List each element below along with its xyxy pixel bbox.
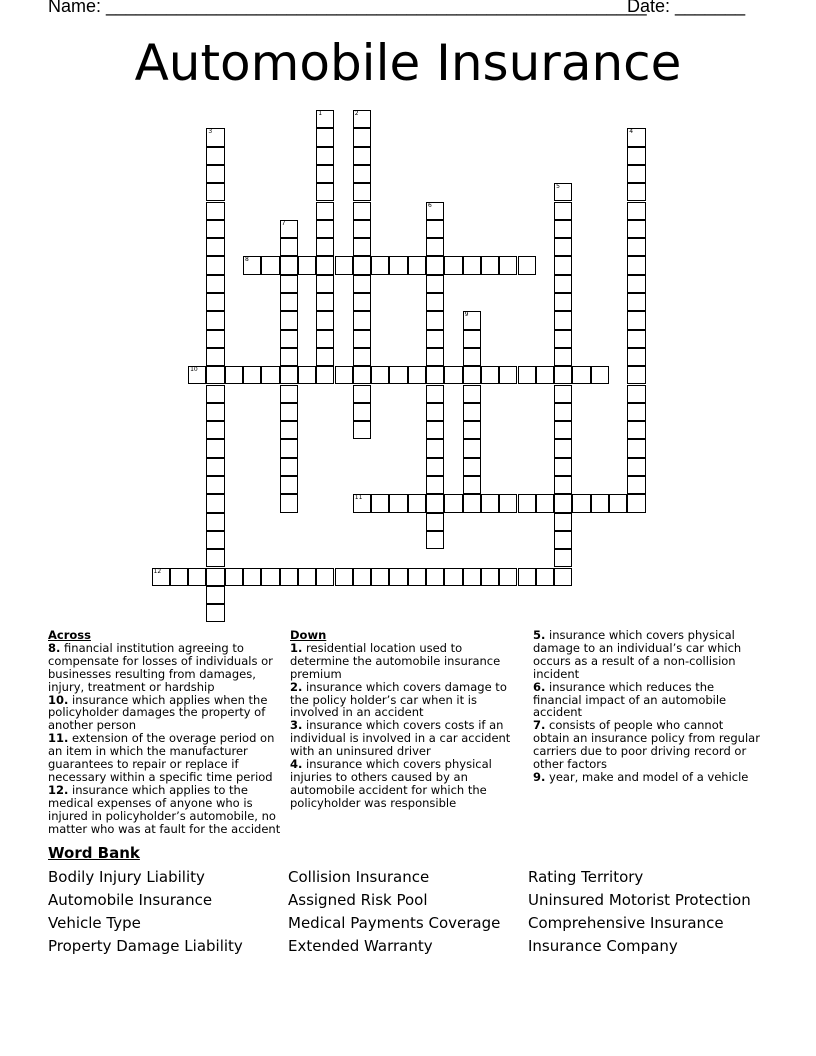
crossword-cell[interactable] bbox=[426, 293, 444, 311]
crossword-cell[interactable] bbox=[371, 256, 389, 274]
crossword-cell[interactable] bbox=[206, 202, 224, 220]
crossword-cell[interactable] bbox=[627, 256, 645, 274]
word-bank-title: Word Bank bbox=[48, 844, 140, 862]
crossword-cell[interactable] bbox=[426, 256, 444, 274]
crossword-cell[interactable] bbox=[627, 183, 645, 201]
crossword-cell[interactable] bbox=[627, 366, 645, 384]
crossword-cell[interactable] bbox=[426, 385, 444, 403]
crossword-cell[interactable] bbox=[316, 256, 334, 274]
crossword-cell[interactable] bbox=[353, 110, 371, 128]
crossword-cell[interactable] bbox=[554, 531, 572, 549]
crossword-cell[interactable] bbox=[206, 183, 224, 201]
across-heading: Across bbox=[48, 628, 91, 642]
crossword-cell[interactable] bbox=[627, 348, 645, 366]
word-bank-item: Extended Warranty bbox=[288, 937, 433, 955]
crossword-cell[interactable] bbox=[499, 494, 517, 512]
clue-number: 8 bbox=[245, 256, 249, 264]
clue-item bbox=[533, 719, 761, 771]
word-bank-item: Collision Insurance bbox=[288, 868, 430, 886]
crossword-cell[interactable] bbox=[518, 366, 536, 384]
crossword-cell[interactable] bbox=[280, 330, 298, 348]
clue-number: 10. bbox=[48, 692, 69, 707]
crossword-cell[interactable] bbox=[627, 128, 645, 146]
clue-number: 5 bbox=[556, 183, 560, 191]
clue-text: insurance which applies when the policyholder damages the property of another person bbox=[48, 692, 268, 733]
crossword-cell[interactable] bbox=[206, 403, 224, 421]
down-clues-column-1 bbox=[290, 629, 516, 810]
crossword-cell[interactable] bbox=[152, 568, 170, 586]
crossword-cell[interactable] bbox=[261, 366, 279, 384]
crossword-cell[interactable] bbox=[463, 458, 481, 476]
crossword-cell[interactable] bbox=[408, 366, 426, 384]
crossword-cell[interactable] bbox=[206, 385, 224, 403]
crossword-cell[interactable] bbox=[426, 421, 444, 439]
crossword-cell[interactable] bbox=[353, 421, 371, 439]
crossword-cell[interactable] bbox=[206, 513, 224, 531]
down-heading: Down bbox=[290, 628, 327, 642]
crossword-cell[interactable] bbox=[627, 165, 645, 183]
crossword-cell[interactable] bbox=[554, 549, 572, 567]
crossword-cell[interactable] bbox=[206, 531, 224, 549]
crossword-cell[interactable] bbox=[206, 366, 224, 384]
crossword-cell[interactable] bbox=[426, 366, 444, 384]
clue-number: 4 bbox=[629, 128, 634, 136]
clue-text: extension of the overage period on an item in which the manufacturer guarantees to repair or replace if necessary within a specific time period bbox=[48, 731, 275, 784]
crossword-cell[interactable] bbox=[353, 311, 371, 329]
crossword-cell[interactable] bbox=[389, 494, 407, 512]
crossword-cell[interactable] bbox=[554, 348, 572, 366]
crossword-cell[interactable] bbox=[298, 256, 316, 274]
crossword-cell[interactable] bbox=[554, 403, 572, 421]
crossword-cell[interactable] bbox=[572, 494, 590, 512]
crossword-cell[interactable] bbox=[627, 439, 645, 457]
crossword-cell[interactable] bbox=[554, 476, 572, 494]
crossword-cell[interactable] bbox=[206, 604, 224, 622]
crossword-cell[interactable] bbox=[426, 476, 444, 494]
crossword-cell[interactable] bbox=[426, 202, 444, 220]
crossword-cell[interactable] bbox=[206, 586, 224, 604]
crossword-cell[interactable] bbox=[353, 385, 371, 403]
clue-item bbox=[290, 758, 516, 810]
crossword-cell[interactable] bbox=[426, 238, 444, 256]
crossword-cell[interactable] bbox=[609, 494, 627, 512]
crossword-cell[interactable] bbox=[316, 110, 334, 128]
crossword-cell[interactable] bbox=[389, 568, 407, 586]
crossword-cell[interactable] bbox=[316, 311, 334, 329]
crossword-cell[interactable] bbox=[316, 128, 334, 146]
crossword-cell[interactable] bbox=[298, 568, 316, 586]
crossword-cell[interactable] bbox=[554, 421, 572, 439]
crossword-cell[interactable] bbox=[280, 238, 298, 256]
crossword-cell[interactable] bbox=[316, 220, 334, 238]
crossword-cell[interactable] bbox=[316, 330, 334, 348]
crossword-cell[interactable] bbox=[206, 568, 224, 586]
crossword-cell[interactable] bbox=[481, 256, 499, 274]
crossword-cell[interactable] bbox=[554, 513, 572, 531]
crossword-cell[interactable] bbox=[389, 366, 407, 384]
crossword-cell[interactable] bbox=[280, 476, 298, 494]
clue-number: 11. bbox=[48, 731, 69, 746]
word-bank-column bbox=[48, 866, 243, 958]
crossword-cell[interactable] bbox=[627, 220, 645, 238]
crossword-cell[interactable] bbox=[463, 348, 481, 366]
crossword-cell[interactable] bbox=[371, 494, 389, 512]
crossword-cell[interactable] bbox=[627, 421, 645, 439]
clue-text: financial institution agreeing to compensate for losses of individuals or businesses resulting from damages, injury, treatment or hardship bbox=[48, 640, 273, 694]
crossword-cell[interactable] bbox=[463, 421, 481, 439]
clue-number: 8. bbox=[48, 640, 61, 655]
crossword-cell[interactable] bbox=[518, 568, 536, 586]
crossword-cell[interactable] bbox=[170, 568, 188, 586]
clue-number: 3. bbox=[290, 718, 303, 733]
crossword-cell[interactable] bbox=[426, 311, 444, 329]
crossword-cell[interactable] bbox=[225, 568, 243, 586]
clue-item bbox=[48, 642, 284, 694]
crossword-cell[interactable] bbox=[463, 256, 481, 274]
crossword-cell[interactable] bbox=[627, 494, 645, 512]
clue-text: insurance which covers costs if an individual is involved in a car accident with an uninsured driver bbox=[290, 718, 511, 759]
crossword-cell[interactable] bbox=[353, 183, 371, 201]
crossword-cell[interactable] bbox=[316, 165, 334, 183]
crossword-cell[interactable] bbox=[335, 256, 353, 274]
crossword-cell[interactable] bbox=[627, 293, 645, 311]
crossword-cell[interactable] bbox=[591, 494, 609, 512]
crossword-cell[interactable] bbox=[280, 311, 298, 329]
word-bank-item: Insurance Company bbox=[528, 937, 678, 955]
crossword-cell[interactable] bbox=[206, 330, 224, 348]
crossword-cell[interactable] bbox=[280, 458, 298, 476]
crossword-cell[interactable] bbox=[463, 385, 481, 403]
clue-number: 6. bbox=[533, 679, 546, 694]
clue-text: insurance which applies to the medical expenses of anyone who is injured in policyholder’s automobile, no matter who was at fault for the accident bbox=[48, 782, 281, 836]
crossword-cell[interactable] bbox=[280, 421, 298, 439]
crossword-cell[interactable] bbox=[444, 494, 462, 512]
word-bank-column bbox=[528, 866, 751, 958]
clue-item bbox=[290, 642, 516, 681]
crossword-cell[interactable] bbox=[280, 275, 298, 293]
clue-number: 6 bbox=[428, 201, 432, 209]
clue-text: residential location used to determine the automobile insurance premium bbox=[290, 640, 501, 681]
crossword-cell[interactable] bbox=[554, 494, 572, 512]
name-field-label: Name: ______________________________________________________ bbox=[48, 0, 647, 16]
crossword-cell[interactable] bbox=[206, 238, 224, 256]
crossword-cell[interactable] bbox=[463, 439, 481, 457]
clue-number: 2 bbox=[354, 110, 359, 117]
clue-text: insurance which covers physical damage to an individual’s car which occurs as a result of a non-collision incident bbox=[533, 628, 742, 681]
crossword-cell[interactable] bbox=[206, 128, 224, 146]
crossword-cell[interactable] bbox=[243, 568, 261, 586]
word-bank-item: Automobile Insurance bbox=[48, 891, 213, 909]
crossword-cell[interactable] bbox=[371, 568, 389, 586]
crossword-cell[interactable] bbox=[335, 568, 353, 586]
crossword-cell[interactable] bbox=[426, 275, 444, 293]
crossword-cell[interactable] bbox=[206, 476, 224, 494]
crossword-cell[interactable] bbox=[627, 403, 645, 421]
crossword-cell[interactable] bbox=[371, 366, 389, 384]
crossword-cell[interactable] bbox=[463, 366, 481, 384]
crossword-cell[interactable] bbox=[463, 476, 481, 494]
crossword-cell[interactable] bbox=[426, 458, 444, 476]
crossword-cell[interactable] bbox=[261, 256, 279, 274]
crossword-cell[interactable] bbox=[353, 293, 371, 311]
clue-number: 10 bbox=[190, 366, 198, 374]
crossword-cell[interactable] bbox=[206, 293, 224, 311]
crossword-cell[interactable] bbox=[206, 458, 224, 476]
crossword-cell[interactable] bbox=[316, 568, 334, 586]
crossword-cell[interactable] bbox=[280, 568, 298, 586]
clue-number: 11 bbox=[354, 494, 363, 502]
crossword-cell[interactable] bbox=[316, 348, 334, 366]
crossword-cell[interactable] bbox=[554, 293, 572, 311]
crossword-cell[interactable] bbox=[353, 202, 371, 220]
crossword-cell[interactable] bbox=[353, 366, 371, 384]
crossword-cell[interactable] bbox=[554, 275, 572, 293]
word-bank-item: Rating Territory bbox=[528, 868, 644, 886]
word-bank-item: Uninsured Motorist Protection bbox=[528, 891, 751, 909]
word-bank-item: Comprehensive Insurance bbox=[528, 914, 724, 932]
crossword-cell[interactable] bbox=[316, 147, 334, 165]
crossword-cell[interactable] bbox=[444, 256, 462, 274]
crossword-cell[interactable] bbox=[280, 220, 298, 238]
crossword-cell[interactable] bbox=[591, 366, 609, 384]
clue-item bbox=[533, 771, 761, 784]
crossword-cell[interactable] bbox=[316, 238, 334, 256]
word-bank-item: Bodily Injury Liability bbox=[48, 868, 205, 886]
clue-number: 4. bbox=[290, 757, 303, 772]
crossword-cell[interactable] bbox=[518, 256, 536, 274]
crossword-cell[interactable] bbox=[206, 256, 224, 274]
crossword-cell[interactable] bbox=[554, 458, 572, 476]
crossword-cell[interactable] bbox=[554, 220, 572, 238]
crossword-cell[interactable] bbox=[481, 568, 499, 586]
clue-number: 3 bbox=[208, 128, 213, 136]
crossword-cell[interactable] bbox=[316, 202, 334, 220]
crossword-cell[interactable] bbox=[206, 165, 224, 183]
crossword-cell[interactable] bbox=[627, 238, 645, 256]
crossword-cell[interactable] bbox=[206, 421, 224, 439]
page-title: Automobile Insurance bbox=[134, 34, 682, 92]
clue-number: 5. bbox=[533, 628, 546, 642]
word-bank-item: Medical Payments Coverage bbox=[288, 914, 501, 932]
clue-text: insurance which reduces the financial impact of an automobile accident bbox=[533, 679, 727, 720]
clue-item bbox=[48, 694, 284, 733]
clue-text: insurance which covers damage to the policy holder’s car when it is involved in an accident bbox=[290, 679, 507, 720]
crossword-cell[interactable] bbox=[426, 220, 444, 238]
crossword-cell[interactable] bbox=[280, 439, 298, 457]
word-bank-column bbox=[288, 866, 500, 958]
crossword-cell[interactable] bbox=[627, 476, 645, 494]
crossword-cell[interactable] bbox=[353, 494, 371, 512]
crossword-cell[interactable] bbox=[243, 256, 261, 274]
clue-number: 7. bbox=[533, 718, 546, 733]
crossword-cell[interactable] bbox=[280, 385, 298, 403]
crossword-cell[interactable] bbox=[499, 366, 517, 384]
across-clues bbox=[48, 629, 284, 836]
clue-number: 12. bbox=[48, 782, 69, 797]
crossword-cell[interactable] bbox=[536, 366, 554, 384]
crossword-cell[interactable] bbox=[206, 311, 224, 329]
crossword-cell[interactable] bbox=[188, 366, 206, 384]
crossword-cell[interactable] bbox=[353, 220, 371, 238]
crossword-cell[interactable] bbox=[463, 403, 481, 421]
crossword-cell[interactable] bbox=[225, 366, 243, 384]
crossword-cell[interactable] bbox=[426, 494, 444, 512]
crossword-cell[interactable] bbox=[554, 366, 572, 384]
clue-number: 9. bbox=[533, 769, 546, 784]
crossword-cell[interactable] bbox=[536, 568, 554, 586]
crossword-cell[interactable] bbox=[206, 549, 224, 567]
crossword-cell[interactable] bbox=[554, 439, 572, 457]
crossword-cell[interactable] bbox=[554, 202, 572, 220]
clue-item bbox=[533, 681, 761, 720]
crossword-cell[interactable] bbox=[426, 513, 444, 531]
crossword-cell[interactable] bbox=[554, 568, 572, 586]
crossword-cell[interactable] bbox=[627, 385, 645, 403]
clue-item bbox=[290, 719, 516, 758]
crossword-cell[interactable] bbox=[243, 366, 261, 384]
crossword-cell[interactable] bbox=[280, 494, 298, 512]
crossword-cell[interactable] bbox=[280, 366, 298, 384]
crossword-cell[interactable] bbox=[518, 494, 536, 512]
crossword-cell[interactable] bbox=[206, 348, 224, 366]
down-clues-column-2 bbox=[533, 629, 761, 784]
word-bank-item: Property Damage Liability bbox=[48, 937, 243, 955]
word-bank-item: Assigned Risk Pool bbox=[288, 891, 428, 909]
crossword-cell[interactable] bbox=[426, 439, 444, 457]
clue-item bbox=[533, 629, 761, 681]
clue-item bbox=[48, 732, 284, 784]
clue-text: insurance which covers physical injuries to others caused by an automobile accident for which the policyholder was responsible bbox=[290, 757, 492, 810]
crossword-cell[interactable] bbox=[444, 366, 462, 384]
crossword-cell[interactable] bbox=[316, 275, 334, 293]
crossword-cell[interactable] bbox=[627, 330, 645, 348]
clue-number: 7 bbox=[281, 219, 286, 227]
crossword-cell[interactable] bbox=[188, 568, 206, 586]
crossword-cell[interactable] bbox=[554, 183, 572, 201]
crossword-cell[interactable] bbox=[627, 458, 645, 476]
crossword-cell[interactable] bbox=[335, 366, 353, 384]
crossword-cell[interactable] bbox=[353, 165, 371, 183]
clue-text: consists of people who cannot obtain an insurance policy from regular carriers due to poor driving record or other factors bbox=[533, 718, 760, 772]
crossword-cell[interactable] bbox=[426, 403, 444, 421]
clue-item bbox=[48, 784, 284, 836]
crossword-cell[interactable] bbox=[627, 311, 645, 329]
crossword-cell[interactable] bbox=[481, 366, 499, 384]
crossword-cell[interactable] bbox=[316, 183, 334, 201]
clue-number: 1. bbox=[290, 640, 303, 655]
crossword-cell[interactable] bbox=[627, 202, 645, 220]
crossword-cell[interactable] bbox=[353, 147, 371, 165]
crossword-cell[interactable] bbox=[280, 293, 298, 311]
crossword-cell[interactable] bbox=[554, 256, 572, 274]
crossword-cell[interactable] bbox=[499, 256, 517, 274]
crossword-cell[interactable] bbox=[280, 403, 298, 421]
clue-number: 12 bbox=[153, 567, 162, 575]
crossword-cell[interactable] bbox=[206, 147, 224, 165]
clue-text: year, make and model of a vehicle bbox=[545, 769, 749, 784]
crossword-cell[interactable] bbox=[206, 494, 224, 512]
clue-number: 2. bbox=[290, 679, 303, 694]
crossword-cell[interactable] bbox=[353, 128, 371, 146]
crossword-cell[interactable] bbox=[408, 568, 426, 586]
crossword-cell[interactable] bbox=[389, 256, 407, 274]
crossword-cell[interactable] bbox=[627, 147, 645, 165]
crossword-cell[interactable] bbox=[627, 275, 645, 293]
word-bank-item: Vehicle Type bbox=[48, 914, 141, 932]
crossword-cell[interactable] bbox=[316, 293, 334, 311]
crossword-cell[interactable] bbox=[316, 366, 334, 384]
crossword-cell[interactable] bbox=[206, 439, 224, 457]
crossword-cell[interactable] bbox=[280, 348, 298, 366]
crossword-cell[interactable] bbox=[353, 568, 371, 586]
crossword-cell[interactable] bbox=[463, 330, 481, 348]
crossword-cell[interactable] bbox=[261, 568, 279, 586]
crossword-cell[interactable] bbox=[481, 494, 499, 512]
crossword-cell[interactable] bbox=[298, 366, 316, 384]
crossword-cell[interactable] bbox=[554, 385, 572, 403]
crossword-cell[interactable] bbox=[353, 238, 371, 256]
crossword-cell[interactable] bbox=[353, 275, 371, 293]
crossword-cell[interactable] bbox=[353, 256, 371, 274]
crossword-cell[interactable] bbox=[554, 330, 572, 348]
crossword-cell[interactable] bbox=[554, 238, 572, 256]
crossword-cell[interactable] bbox=[463, 494, 481, 512]
crossword-cell[interactable] bbox=[353, 348, 371, 366]
date-field-label: Date: _______ bbox=[627, 0, 746, 16]
crossword-cell[interactable] bbox=[206, 275, 224, 293]
crossword-cell[interactable] bbox=[536, 494, 554, 512]
crossword-cell[interactable] bbox=[554, 311, 572, 329]
crossword-cell[interactable] bbox=[463, 311, 481, 329]
crossword-cell[interactable] bbox=[280, 256, 298, 274]
crossword-cell[interactable] bbox=[426, 348, 444, 366]
crossword-cell[interactable] bbox=[499, 568, 517, 586]
clue-item bbox=[290, 681, 516, 720]
crossword-cell[interactable] bbox=[353, 330, 371, 348]
crossword-cell[interactable] bbox=[463, 568, 481, 586]
crossword-cell[interactable] bbox=[426, 568, 444, 586]
crossword-cell[interactable] bbox=[353, 403, 371, 421]
crossword-cell[interactable] bbox=[426, 330, 444, 348]
crossword-cell[interactable] bbox=[206, 220, 224, 238]
crossword-cell[interactable] bbox=[408, 256, 426, 274]
crossword-cell[interactable] bbox=[408, 494, 426, 512]
crossword-cell[interactable] bbox=[444, 568, 462, 586]
crossword-cell[interactable] bbox=[426, 531, 444, 549]
clue-number: 9 bbox=[464, 311, 469, 319]
clue-number: 1 bbox=[318, 110, 323, 117]
crossword-cell[interactable] bbox=[572, 366, 590, 384]
